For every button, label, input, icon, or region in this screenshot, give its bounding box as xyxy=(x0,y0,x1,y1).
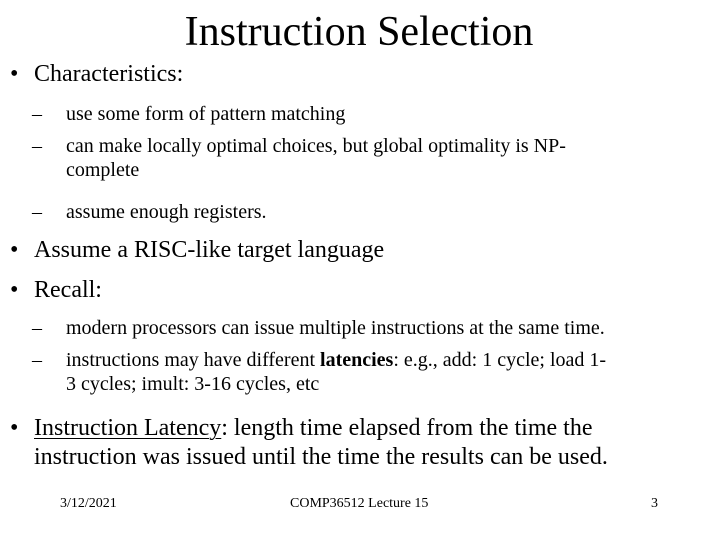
sub-item-text: assume enough registers. xyxy=(66,201,267,223)
sub-item-text-part: : e.g., add: 1 cycle; load 1- xyxy=(393,349,607,371)
bullet-text: Assume a RISC-like target language xyxy=(34,237,385,263)
sub-item-text-continued: 3 cycles; imult: 3-16 cycles, etc xyxy=(66,373,320,395)
dash-marker: – xyxy=(32,103,42,125)
latency-term: Instruction Latency xyxy=(34,415,222,441)
sub-item-text: modern processors can issue multiple instructions at the same time. xyxy=(66,317,605,339)
dash-marker: – xyxy=(32,349,42,371)
footer-page-number: 3 xyxy=(651,496,658,511)
bullet-marker: • xyxy=(10,277,19,303)
sub-item xyxy=(0,200,700,224)
sub-item xyxy=(0,134,700,182)
bullet-text-continued: instruction was issued until the time the results can be used. xyxy=(34,444,608,470)
bullet-marker: • xyxy=(10,415,19,441)
bullet-text-part: : length time elapsed from the time the xyxy=(221,415,593,441)
sub-item-text: can make locally optimal choices, but global optimality is NP- xyxy=(66,135,566,157)
bullet-latency xyxy=(0,414,720,472)
footer-course: COMP36512 Lecture 15 xyxy=(290,496,429,511)
dash-marker: – xyxy=(32,201,42,223)
bullet-marker: • xyxy=(10,237,19,263)
bullet-text: Recall: xyxy=(34,277,102,303)
dash-marker: – xyxy=(32,317,42,339)
sub-item xyxy=(0,316,720,340)
latencies-term: latencies xyxy=(320,349,394,371)
bullet-text xyxy=(0,414,720,443)
bullet-characteristics xyxy=(0,60,700,89)
bullet-recall xyxy=(0,276,700,305)
sub-item-text-continued: complete xyxy=(66,159,140,181)
bullet-marker: • xyxy=(10,61,19,87)
dash-marker: – xyxy=(32,135,42,157)
bullet-text: Characteristics: xyxy=(34,61,184,87)
sub-item-text-part: instructions may have different xyxy=(66,349,321,371)
sub-item xyxy=(0,102,700,126)
sub-item xyxy=(0,348,700,396)
slide-title: Instruction Selection xyxy=(184,9,534,55)
sub-item-text: use some form of pattern matching xyxy=(66,103,346,125)
sub-item-text xyxy=(0,348,700,372)
footer-date: 3/12/2021 xyxy=(60,496,117,511)
bullet-assume xyxy=(0,236,700,265)
